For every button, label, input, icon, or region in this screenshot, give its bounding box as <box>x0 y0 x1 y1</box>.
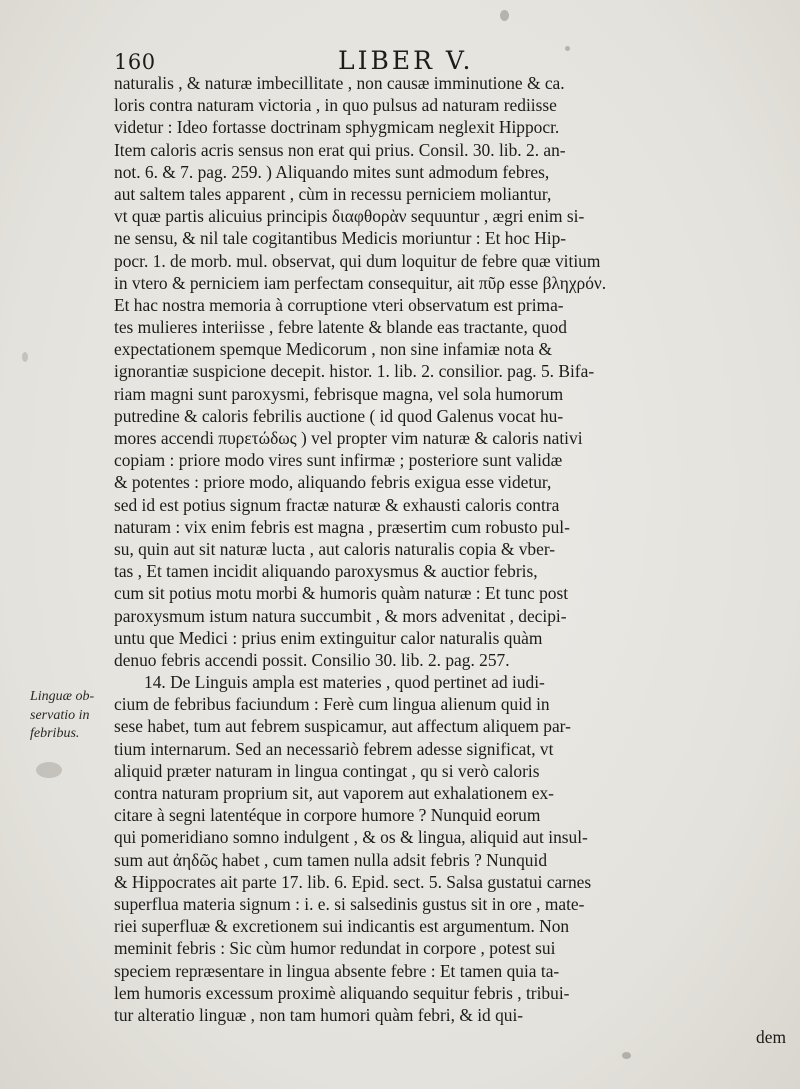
text-line: videtur : Ideo fortasse doctrinam sphygmicam neglexit Hippocr. <box>114 117 560 138</box>
text-line: aut saltem tales apparent , cùm in recessu perniciem moliantur, <box>114 183 552 204</box>
text-line: dem <box>756 1027 786 1048</box>
marginal-note-line: Linguæ ob- <box>30 689 95 704</box>
text-line: qui pomeridiano somno indulgent , & os & lingua, aliquid aut insul- <box>114 827 588 848</box>
text-line: tur alteratio linguæ , non tam humori quàm febri, & id qui- <box>114 1004 524 1025</box>
text-line: tas , Et tamen incidit aliquando paroxysmus & auctior febris, <box>114 561 538 582</box>
text-line: sed id est potius signum fractæ naturæ & exhausti caloris contra <box>114 494 560 515</box>
ink-speck <box>565 46 570 51</box>
text-line: ignorantiæ suspicione decepit. histor. 1. lib. 2. consilior. pag. 5. Bifa- <box>114 361 595 382</box>
text-line: Item caloris acris sensus non erat qui prius. Consil. 30. lib. 2. an- <box>114 139 566 160</box>
text-line: contra naturam proprium sit, aut vaporem aut exhalationem ex- <box>114 783 554 803</box>
text-line: putredine & caloris febrilis auctione ( id quod Galenus vocat hu- <box>114 405 564 426</box>
text-line: ne sensu, & nil tale cogitantibus Medicis moriuntur : Et hoc Hip- <box>114 228 567 249</box>
text-line: citare à segni latentéque in corpore humore ? Nunquid eorum <box>114 805 541 826</box>
text-line: Et hac nostra memoria à corruptione vteri observatum est prima- <box>114 294 564 315</box>
page-number: 160 <box>114 50 156 74</box>
text-line: cum sit potius motu morbi & humoris quàm naturæ : Et tunc post <box>114 583 569 604</box>
text-line: superflua materia signum : i. e. si salsedinis gustus sit in ore , mate- <box>114 893 585 914</box>
text-line: vt quæ partis alicuius principis διαφθορὰν sequuntur , ægri enim si- <box>114 206 585 227</box>
text-line: copiam : priore modo vires sunt infirmæ ; posteriore sunt validæ <box>114 450 563 471</box>
marginal-note-line: febribus. <box>30 726 80 741</box>
text-line: speciem repræsentare in lingua absente febre : Et tamen quia ta- <box>114 960 560 981</box>
text-line: naturam : vix enim febris est magna , præsertim cum robusto pul- <box>114 516 570 537</box>
marginal-note <box>30 688 122 744</box>
ink-speck <box>622 1052 631 1059</box>
text-line: sum aut ἀηδῶς habet , cum tamen nulla adsit febris ? Nunquid <box>114 849 548 870</box>
text-line: in vtero & perniciem iam perfectam consequitur, ait πῦρ esse βληχρόν. <box>114 272 607 293</box>
text-line: mores accendi πυρετώδως ) vel propter vim naturæ & caloris nativi <box>114 428 583 448</box>
text-line: paroxysmum istum natura succumbit , & mors advenitat , decipi- <box>114 605 567 626</box>
text-line: riam magni sunt paroxysmi, febrisque magna, vel sola humorum <box>114 383 564 404</box>
text-line: denuo febris accendi possit. Consilio 30. lib. 2. pag. 257. <box>114 649 510 670</box>
text-line: & Hippocrates ait parte 17. lib. 6. Epid. sect. 5. Salsa gustatui carnes <box>114 871 592 892</box>
text-line: untu que Medici : prius enim extinguitur calor naturalis quàm <box>114 627 543 648</box>
text-line: tium internarum. Sed an necessariò febrem adesse significat, vt <box>114 738 554 759</box>
text-line: tes mulieres interiisse , febre latente & blande eas tractante, quod <box>114 317 567 338</box>
text-line: loris contra naturam victoria , in quo pulsus ad naturam rediisse <box>114 95 557 116</box>
text-line: pocr. 1. de morb. mul. observat, qui dum loquitur de febre quæ vitium <box>114 250 601 271</box>
text-line: sese habet, tum aut febrem suspicamur, aut affectum aliquem par- <box>114 716 571 737</box>
ink-speck <box>36 762 62 778</box>
text-line: riei superfluæ & excretionem sui indicantis est argumentum. Non <box>114 916 570 937</box>
text-line: lem humoris excessum proximè aliquando sequitur febris , tribui- <box>114 982 570 1003</box>
ink-speck <box>22 352 28 362</box>
running-head: LIBER V. <box>338 46 474 75</box>
text-line: cium de febribus faciundum : Ferè cum lingua alienum quid in <box>114 694 550 715</box>
text-line: su, quin aut sit naturæ lucta , aut caloris naturalis copia & vber- <box>114 538 556 559</box>
text-line: 14. De Linguis ampla est materies , quod pertinet ad iudi- <box>144 672 545 693</box>
text-line: meminit febris : Sic cùm humor redundat in corpore , potest sui <box>114 938 556 959</box>
ink-speck <box>500 10 509 21</box>
text-line: expectationem spemque Medicorum , non sine infamiæ nota & <box>114 339 553 360</box>
text-line: naturalis , & naturæ imbecillitate , non causæ imminutione & ca. <box>114 73 565 93</box>
marginal-note-line: servatio in <box>30 707 90 723</box>
text-line: aliquid præter naturam in lingua contingat , qu si verò caloris <box>114 760 540 781</box>
text-line: not. 6. & 7. pag. 259. ) Aliquando mites sunt admodum febres, <box>114 161 550 182</box>
body-text <box>114 72 794 1048</box>
text-line: & potentes : priore modo, aliquando febris exigua esse videtur, <box>114 472 552 493</box>
